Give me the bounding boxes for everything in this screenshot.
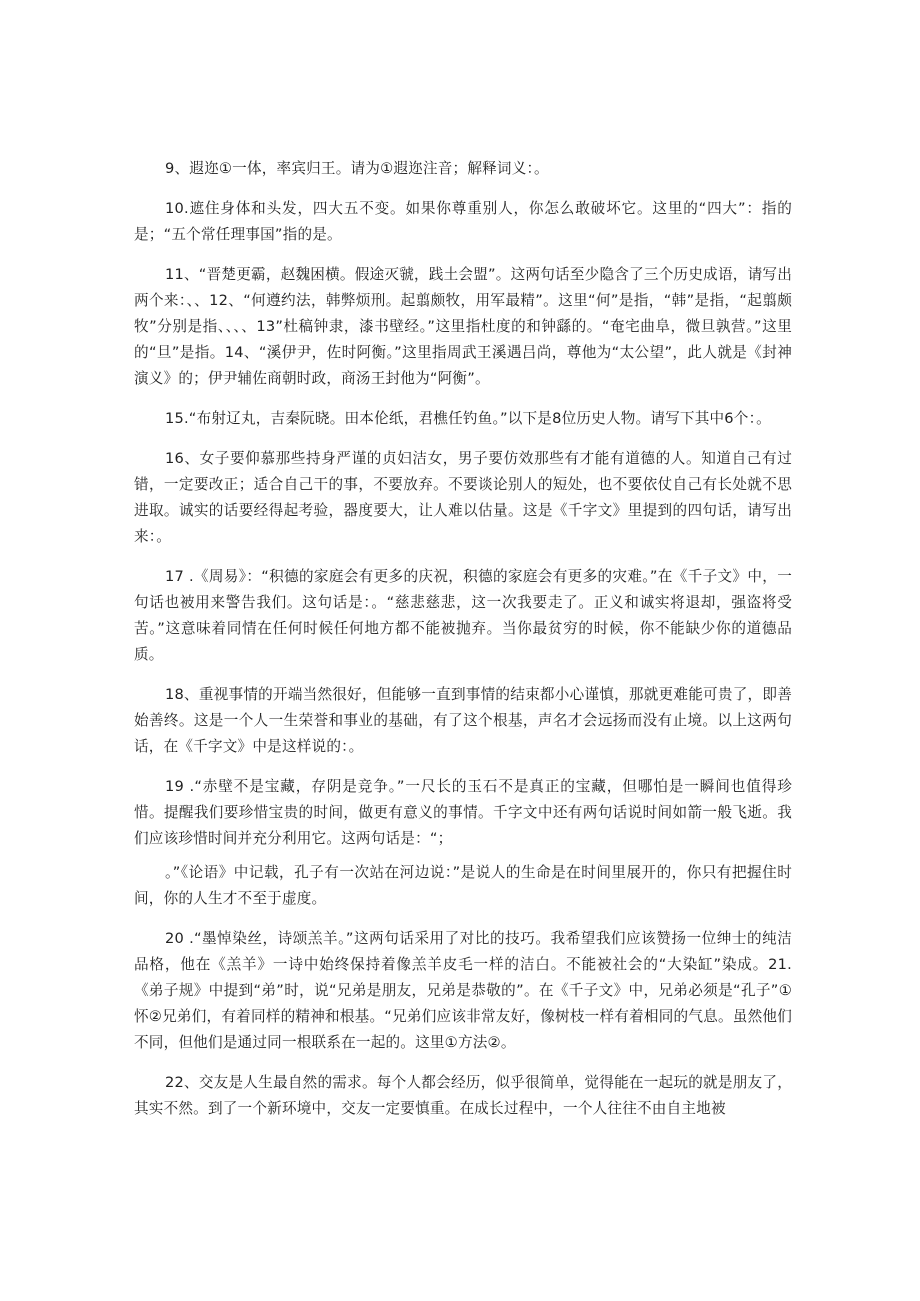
paragraph-q18: 18、重视事情的开端当然很好，但能够一直到事情的结束都小心谨慎，那就更难能可贵了，即善始善终。这是一个人一生荣誉和事业的基础，有了这个根基，声名才会远扬而没有止境。以上这两句话，在《千字文》中是这样说的：。 <box>134 686 792 755</box>
paragraph-q22: 22、交友是人生最自然的需求。每个人都会经历，似乎很简单，觉得能在一起玩的就是朋友了，其实不然。到了一个新环境中，交友一定要慎重。在成长过程中，一个人往往不由自主地被 <box>134 1074 792 1117</box>
paragraph-q16: 16、女子要仰慕那些持身严谨的贞妇洁女，男子要仿效那些有才能有道德的人。知道自己有过错，一定要改正；适合自己干的事，不要放弃。不要谈论别人的短处，也不要依仗自己有长处就不思进取。诚实的话要经得起考验，器度要大，让人难以估量。这是《千字文》里提到的四句话，请写出来：。 <box>134 450 792 545</box>
paragraph-q17: 17 .《周易》：“积德的家庭会有更多的庆祝，积德的家庭会有更多的灾难。”在《千子文》中，一句话也被用来警告我们。这句话是：。“慈悲慈悲，这一次我要走了。正义和诚实将退却，强盗将受苦。”这意味着同情在任何时候任何地方都不能被抛弃。当你最贫穷的时候，你不能缺少你的道德品质。 <box>134 568 792 663</box>
paragraph-q10: 10.遮住身体和头发，四大五不变。如果你尊重别人，你怎么敢破坏它。这里的“四大”：指的是；“五个常任理事国”指的是。 <box>134 200 792 243</box>
paragraph-q15: 15.“布射辽丸，吉秦阮晓。田本伦纸，君樵任钓鱼。”以下是8位历史人物。请写下其中6个：。 <box>165 410 771 427</box>
paragraph-q20-21: 20 .“墨悼染丝，诗颂羔羊。”这两句话采用了对比的技巧。我希望我们应该赞扬一位绅士的纯洁品格，他在《羔羊》一诗中始终保持着像羔羊皮毛一样的洁白。不能被社会的“大染缸”染成。21.《弟子规》中提到“弟”时，说“兄弟是朋友，兄弟是恭敬的”。在《千子文》中，兄弟必须是“孔子”①怀②兄弟们，有着同样的精神和根基。“兄弟们应该非常友好，像树枝一样有着相同的气息。虽然他们不同，但他们是通过同一根联系在一起的。这里①方法②。 <box>134 930 792 1051</box>
paragraph-q11-14: 11、“晋楚更霸，赵魏困横。假途灭虢，践土会盟”。这两句话至少隐含了三个历史成语，请写出两个来：、、12、“何遵约法，韩弊烦刑。起翦颇牧，用军最精”。这里“何”是指，“韩”是指，“起翦颇牧”分别是指、、、、13”杜稿钟隶，漆书壁经。”这里指杜度的和钟繇的。“奄宅曲阜，微旦孰营。”这里的“旦”是指。14、“溪伊尹，佐时阿衡。”这里指周武王溪遇吕尚，尊他为“太公望”，此人就是《封神演义》的；伊尹辅佐商朝时政，商汤王封他为“阿衡”。 <box>134 266 792 387</box>
paragraph-q9: 9、遐迩①一体，率宾归王。请为①遐迩注音；解释词义：。 <box>165 160 549 177</box>
paragraph-q19: 19 .“赤壁不是宝藏，存阴是竞争。”一尺长的玉石不是真正的宝藏，但哪怕是一瞬间也值得珍惜。提醒我们要珍惜宝贵的时间，做更有意义的事情。千字文中还有两句话说时间如箭一般飞逝。我们应该珍惜时间并充分利用它。这两句话是：“； <box>134 778 792 847</box>
paragraph-q19-continued: 。”《论语》中记载，孔子有一次站在河边说：”是说人的生命是在时间里展开的，你只有把握住时间，你的人生才不至于虚度。 <box>134 864 792 907</box>
